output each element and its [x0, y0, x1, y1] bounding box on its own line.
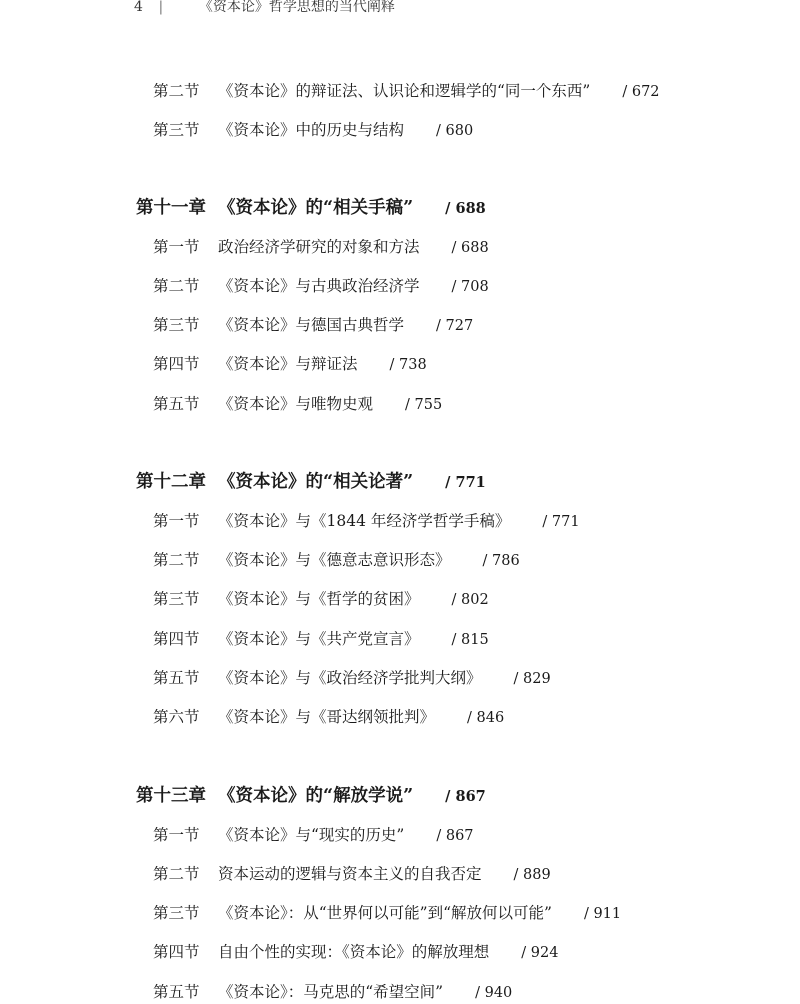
entry-page: / 680	[436, 123, 474, 139]
running-header	[134, 0, 395, 18]
toc-chapter-entry	[136, 785, 486, 808]
entry-label: 第一节	[153, 826, 200, 844]
entry-page: / 771	[542, 514, 580, 530]
entry-label: 第三节	[153, 316, 200, 334]
entry-page: / 889	[513, 867, 551, 883]
entry-label: 第四节	[153, 355, 200, 373]
entry-title: 《资本论》：从“世界何以可能”到“解放何以可能”	[218, 904, 552, 922]
toc-section-entry	[153, 314, 473, 337]
toc-section-entry	[153, 393, 442, 416]
toc-section-entry	[153, 353, 427, 376]
header-page-number: 4	[134, 0, 143, 15]
entry-page: / 786	[482, 553, 520, 569]
entry-label: 第十二章	[136, 472, 206, 492]
entry-title: 《资本论》的“相关论著”	[218, 472, 414, 492]
entry-title: 《资本论》的“解放学说”	[218, 786, 414, 806]
entry-page: / 867	[445, 788, 486, 805]
entry-title: 《资本论》：马克思的“希望空间”	[218, 983, 444, 1001]
entry-title: 《资本论》与德国古典哲学	[218, 316, 405, 334]
entry-label: 第五节	[153, 669, 200, 687]
entry-page: / 924	[521, 945, 559, 961]
entry-title: 《资本论》与唯物史观	[218, 395, 374, 413]
entry-page: / 829	[513, 671, 551, 687]
entry-label: 第六节	[153, 708, 200, 726]
entry-label: 第二节	[153, 277, 200, 295]
entry-label: 第三节	[153, 121, 200, 139]
toc-chapter-entry	[136, 471, 486, 494]
header-separator: |	[158, 0, 164, 15]
entry-label: 第十一章	[136, 198, 206, 218]
entry-title: 《资本论》的“相关手稿”	[218, 198, 414, 218]
entry-page: / 771	[445, 474, 486, 491]
entry-title: 自由个性的实现：《资本论》的解放理想	[218, 943, 490, 961]
entry-label: 第四节	[153, 943, 200, 961]
entry-page: / 940	[475, 985, 513, 1001]
entry-title: 《资本论》与“现实的历史”	[218, 826, 405, 844]
entry-title: 《资本论》与《德意志意识形态》	[218, 551, 451, 569]
entry-page: / 815	[451, 632, 489, 648]
entry-title: 《资本论》与《哲学的贫困》	[218, 590, 420, 608]
entry-page: / 738	[389, 357, 427, 373]
entry-label: 第十三章	[136, 786, 206, 806]
entry-label: 第三节	[153, 590, 200, 608]
entry-page: / 911	[583, 906, 622, 922]
entry-label: 第四节	[153, 630, 200, 648]
entry-label: 第一节	[153, 512, 200, 530]
entry-title: 《资本论》中的历史与结构	[218, 121, 405, 139]
toc-section-entry	[153, 706, 504, 729]
entry-title: 《资本论》与辩证法	[218, 355, 358, 373]
entry-label: 第二节	[153, 865, 200, 883]
entry-page: / 802	[451, 592, 489, 608]
entry-page: / 688	[451, 240, 489, 256]
entry-page: / 708	[451, 279, 489, 295]
toc-section-entry	[153, 667, 551, 690]
toc-section-entry	[153, 902, 621, 925]
entry-page: / 867	[436, 828, 474, 844]
entry-label: 第五节	[153, 983, 200, 1001]
toc-section-entry	[153, 863, 551, 886]
toc-section-entry	[153, 588, 489, 611]
toc-section-entry	[153, 941, 558, 964]
entry-label: 第二节	[153, 82, 200, 100]
entry-page: / 846	[467, 710, 505, 726]
entry-page: / 755	[405, 397, 443, 413]
entry-label: 第三节	[153, 904, 200, 922]
entry-page: / 688	[445, 200, 486, 217]
toc-section-entry	[153, 510, 580, 533]
entry-label: 第五节	[153, 395, 200, 413]
toc-section-entry	[153, 981, 512, 1004]
toc-section-entry	[153, 824, 474, 847]
toc-section-entry	[153, 236, 489, 259]
toc-chapter-entry	[136, 197, 486, 220]
entry-title: 《资本论》与《共产党宣言》	[218, 630, 420, 648]
entry-title: 资本运动的逻辑与资本主义的自我否定	[218, 865, 482, 883]
toc-section-entry	[153, 549, 520, 572]
entry-title: 《资本论》的辩证法、认识论和逻辑学的“同一个东西”	[218, 82, 591, 100]
toc-section-entry	[153, 628, 489, 651]
entry-label: 第二节	[153, 551, 200, 569]
entry-title: 《资本论》与古典政治经济学	[218, 277, 420, 295]
header-book-title: 《资本论》哲学思想的当代阐释	[198, 0, 395, 15]
entry-label: 第一节	[153, 238, 200, 256]
entry-title: 《资本论》与《1844 年经济学哲学手稿》	[218, 512, 511, 530]
entry-page: / 727	[436, 318, 474, 334]
toc-section-entry	[153, 80, 660, 103]
entry-page: / 672	[622, 84, 660, 100]
toc-section-entry	[153, 119, 473, 142]
entry-title: 政治经济学研究的对象和方法	[218, 238, 420, 256]
toc-section-entry	[153, 275, 489, 298]
entry-title: 《资本论》与《政治经济学批判大纲》	[218, 669, 482, 687]
entry-title: 《资本论》与《哥达纲领批判》	[218, 708, 436, 726]
